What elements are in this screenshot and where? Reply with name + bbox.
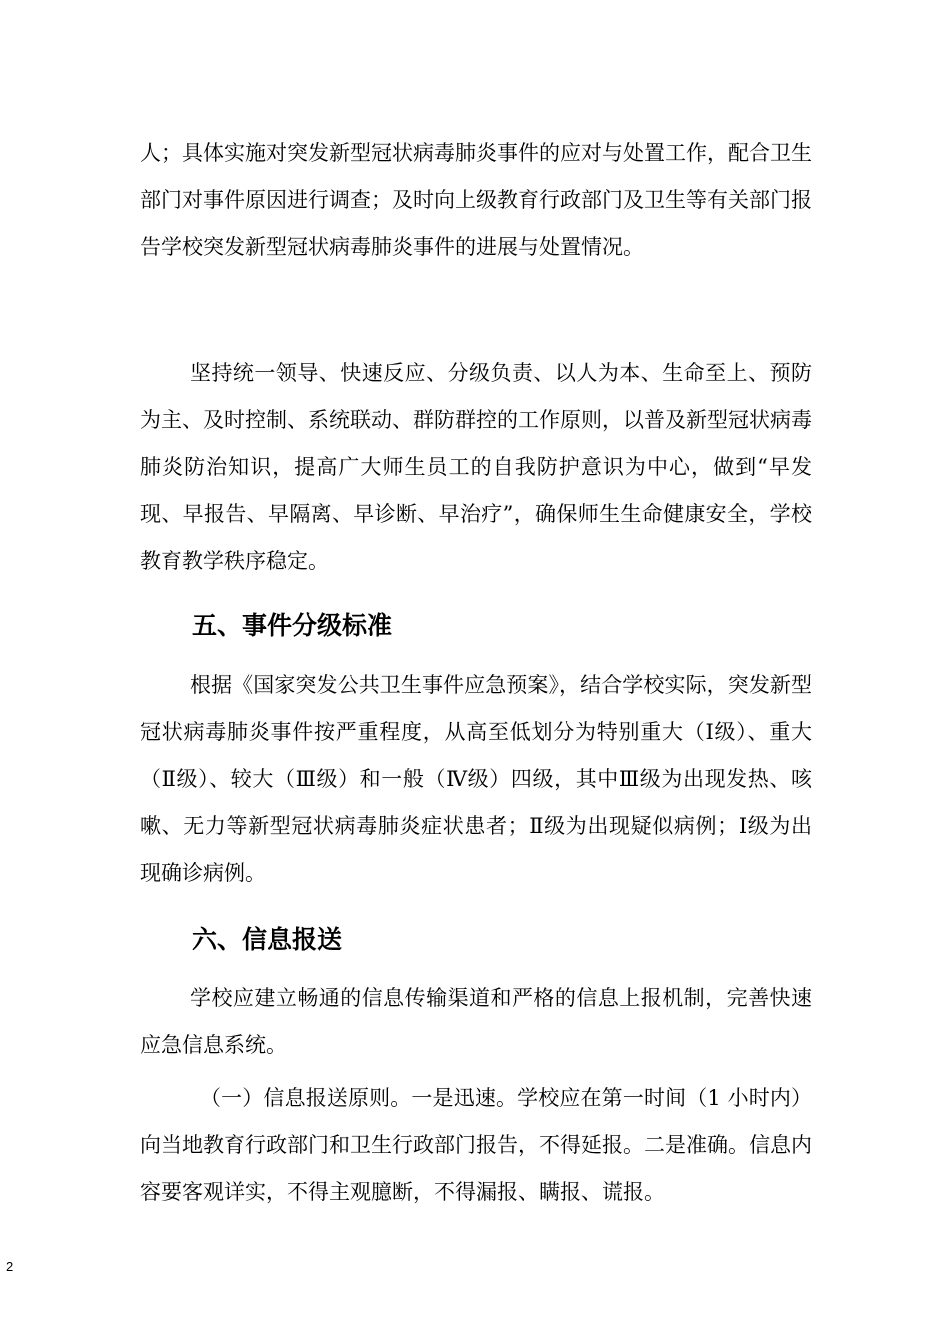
paragraph-work-principles: 坚持统一领导、快速反应、分级负责、以人为本、生命至上、预防为主、及时控制、系统联动、群防群控的工作原则，以普及新型冠状病毒肺炎防治知识，提高广大师生员工的自我防护意识为中心，做到“早发现、早报告、早隔离、早诊断、早治疗”，确保师生生命健康安全，学校教育教学秩序稳定。 [140,361,812,573]
section-heading-information-reporting: 六、信息报送 [192,925,343,954]
paragraph-information-system: 学校应建立畅通的信息传输渠道和严格的信息上报机制，完善快速应急信息系统。 [140,986,812,1057]
paragraph-event-grading: 根据《国家突发公共卫生事件应急预案》，结合学校实际，突发新型冠状病毒肺炎事件按严重程度，从高至低划分为特别重大（Ⅰ级）、重大（Ⅱ级）、较大（Ⅲ级）和一般（Ⅳ级）四级，其中Ⅲ级为出现发热、咳嗽、无力等新型冠状病毒肺炎症状患者；Ⅱ级为出现疑似病例；Ⅰ级为出现确诊病例。 [140,673,812,885]
paragraph-continuation: 人；具体实施对突发新型冠状病毒肺炎事件的应对与处置工作，配合卫生部门对事件原因进行调查；及时向上级教育行政部门及卫生等有关部门报告学校突发新型冠状病毒肺炎事件的进展与处置情况。 [140,141,812,259]
section-heading-event-grading: 五、事件分级标准 [192,611,393,640]
page-number: 2 [6,1259,14,1274]
paragraph-reporting-principles: （一）信息报送原则。一是迅速。学校应在第一时间（1 小时内）向当地教育行政部门和卫生行政部门报告，不得延报。二是准确。信息内容要客观详实，不得主观臆断，不得漏报、瞒报、谎报。 [140,1086,812,1204]
